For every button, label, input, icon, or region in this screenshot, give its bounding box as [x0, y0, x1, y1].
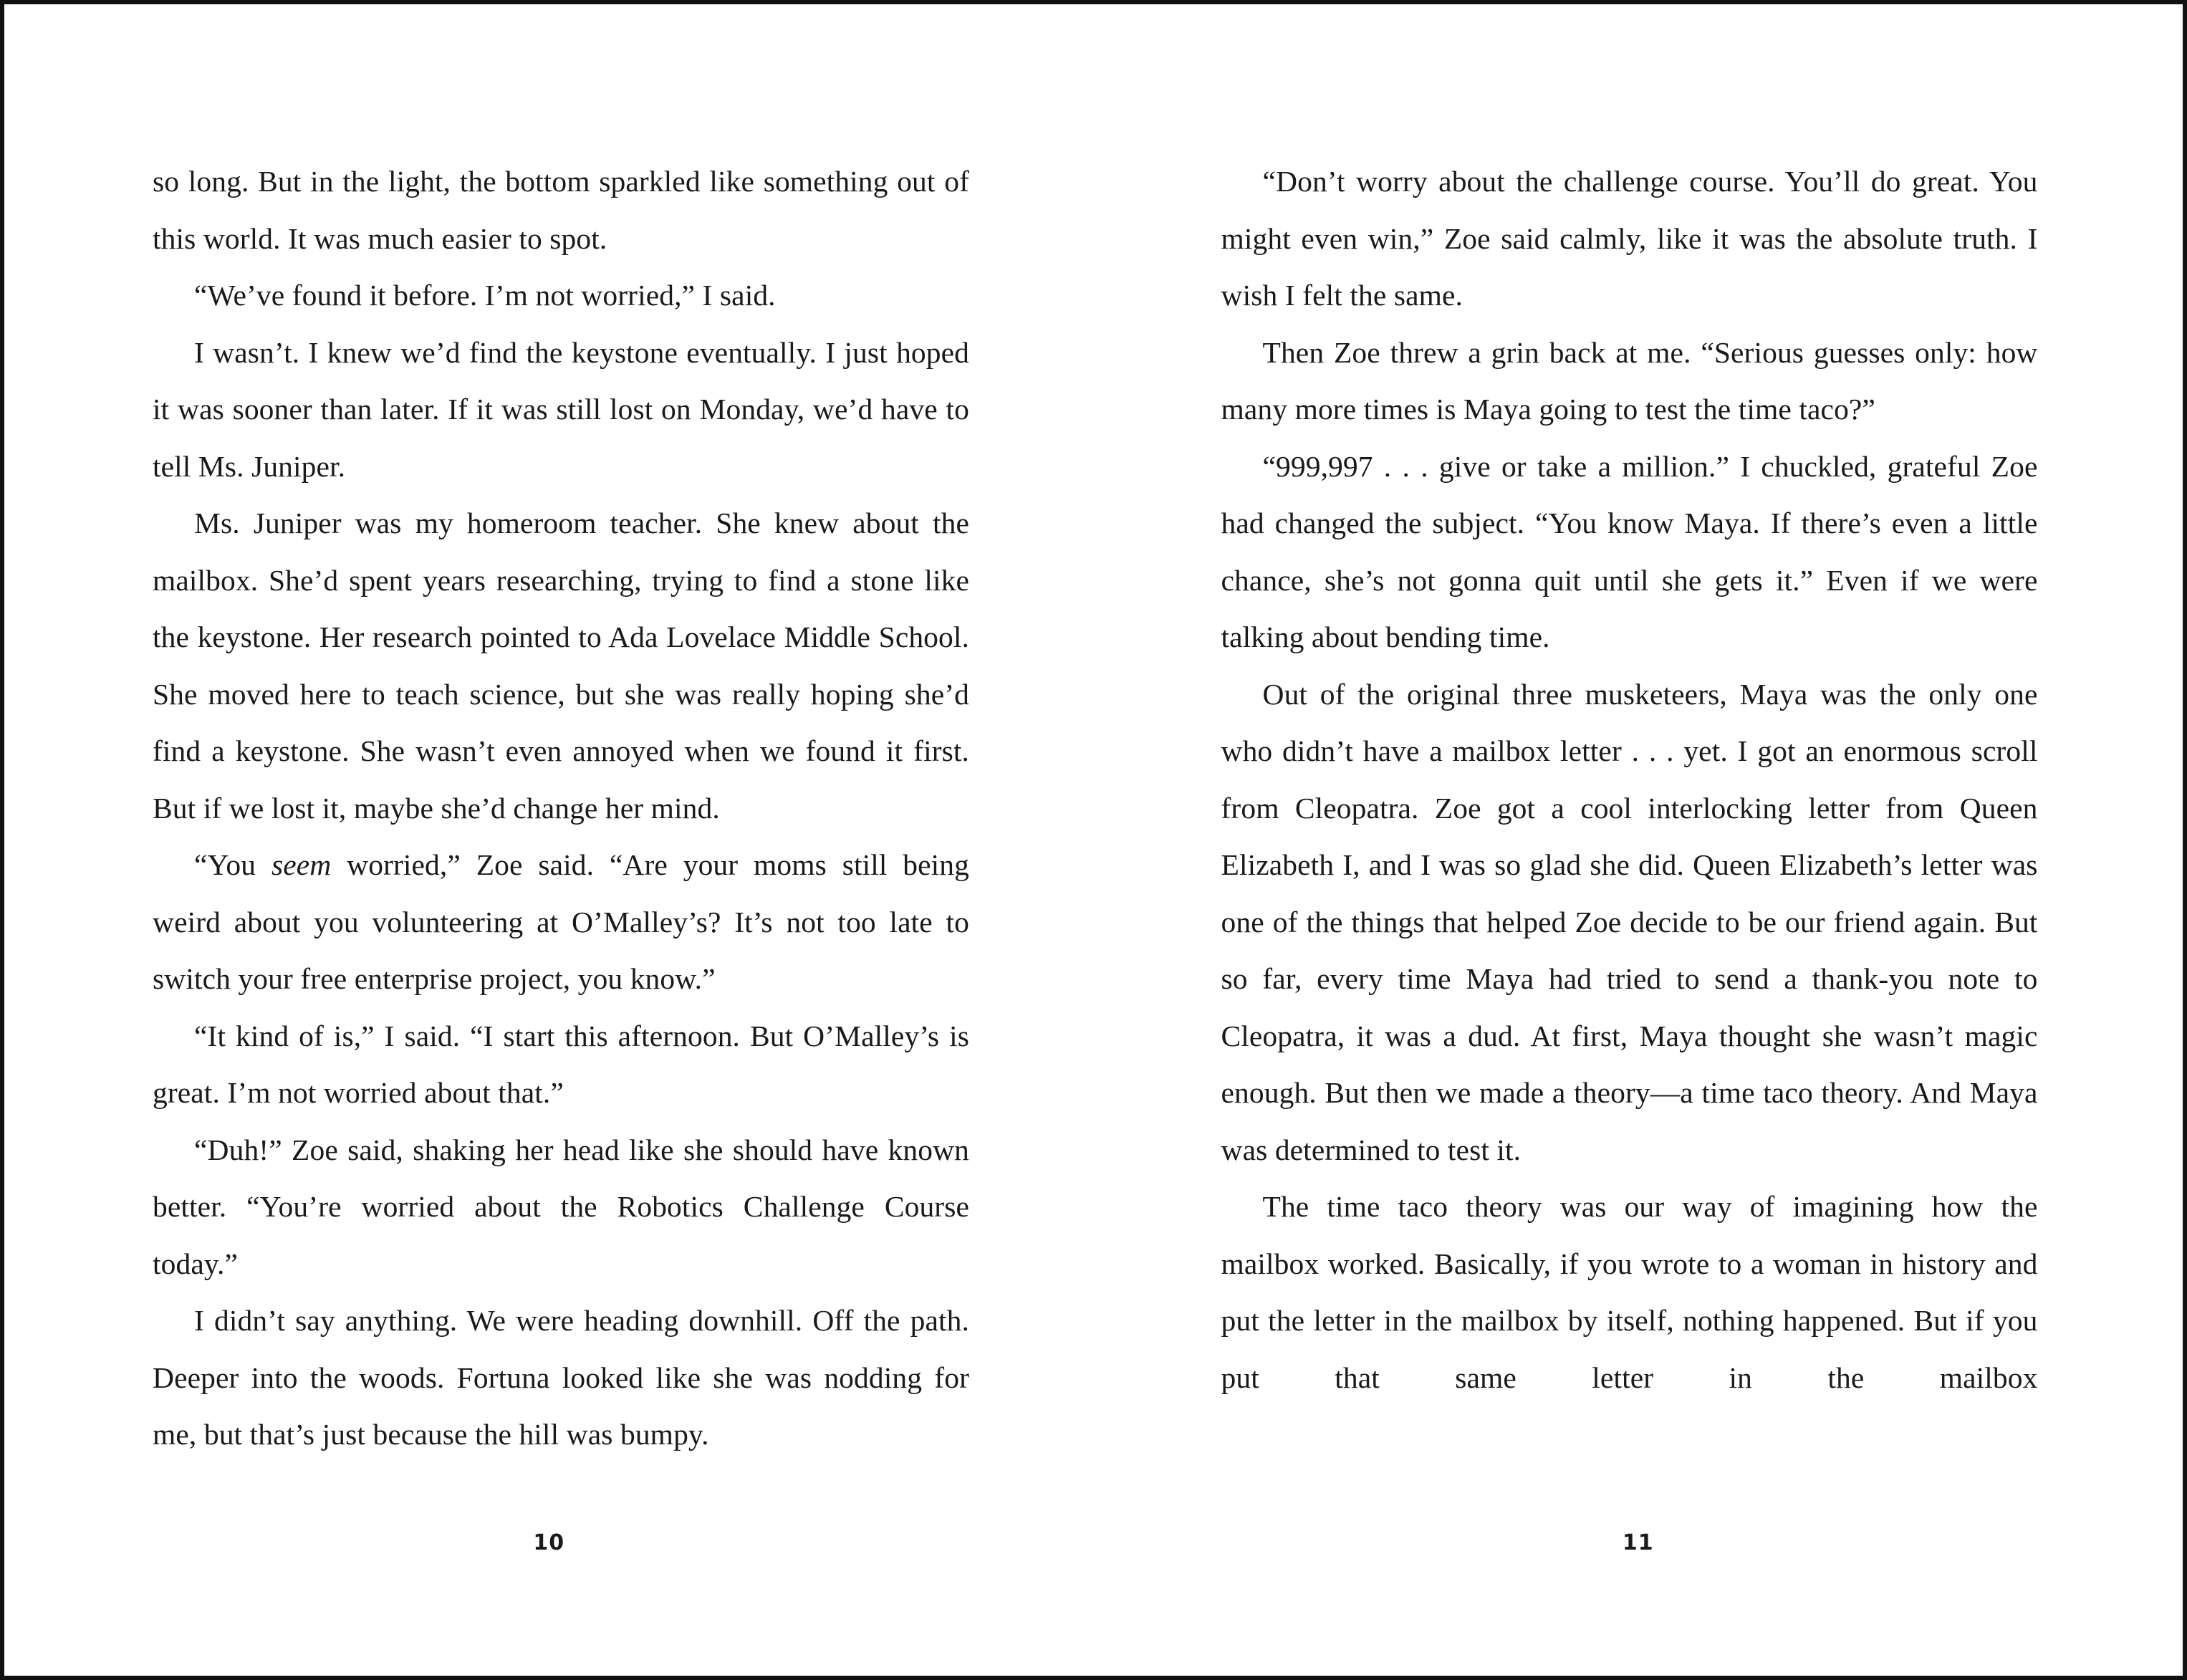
paragraph: so long. But in the light, the bottom sparkled like something out of this world. It was much easier to spot.	[153, 165, 969, 255]
paragraph: “We’ve found it before. I’m not worried,” I said.	[194, 279, 776, 312]
page-right	[1094, 4, 2183, 1676]
page-left	[4, 4, 1094, 1676]
paragraph: The time taco theory was our way of imagining how the mailbox worked. Basically, if you wrote to a woman in history and put the letter in the mailbox by itself, nothing happened. But if you put that same letter in the mailbox	[1221, 1190, 2038, 1394]
page-number-right: 11	[1622, 1530, 1654, 1555]
paragraph: I didn’t say anything. We were heading downhill. Off the path. Deeper into the woods. Fortuna looked like she was nodding for me, but that’s just because the hill was bumpy.	[153, 1304, 969, 1451]
paragraph-segment: worried,” Zoe said. “Are your moms still being weird about you volunteering at O’Malley’s? It’s not too late to switch your free enterprise project, you know.”	[153, 848, 969, 995]
page-number-left: 10	[533, 1530, 565, 1555]
paragraph: Out of the original three musketeers, Maya was the only one who didn’t have a mailbox letter . . . yet. I got an enormous scroll from Cleopatra. Zoe got a cool interlocking letter from Queen Elizabeth I, and I was so glad she did. Queen Elizabeth’s letter was one of the things that helped Zoe decide to be our friend again. But so far, every time Maya had tried to send a thank-you note to Cleopatra, it was a dud. At first, Maya thought she wasn’t magic enough. But then we made a theory—a time taco theory. And Maya was determined to test it.	[1221, 677, 2038, 1166]
page-right-textblock	[1221, 153, 2038, 1406]
paragraph: Ms. Juniper was my homeroom teacher. She knew about the mailbox. She’d spent years researching, trying to find a stone like the keystone. Her research pointed to Ada Lovelace Middle School. She moved here to teach science, but she was really hoping she’d find a keystone. She wasn’t even annoyed when we found it first. But if we lost it, maybe she’d change her mind.	[153, 507, 969, 825]
paragraph: “It kind of is,” I said. “I start this afternoon. But O’Malley’s is great. I’m not worried about that.”	[153, 1019, 969, 1109]
paragraph-with-emphasis	[153, 837, 969, 1008]
paragraph: I wasn’t. I knew we’d find the keystone eventually. I just hoped it was sooner than later. If it was still lost on Monday, we’d have to tell Ms. Juniper.	[153, 335, 969, 483]
emphasized-word: seem	[271, 848, 332, 881]
paragraph: “Don’t worry about the challenge course. You’ll do great. You might even win,” Zoe said calmly, like it was the absolute truth. I wish I felt the same.	[1221, 165, 2038, 312]
paragraph: Then Zoe threw a grin back at me. “Serious guesses only: how many more times is Maya going to test the time taco?”	[1221, 335, 2038, 426]
page-left-textblock	[153, 153, 969, 1464]
facing-pages	[4, 4, 2183, 1676]
paragraph: “Duh!” Zoe said, shaking her head like she should have known better. “You’re worried about the Robotics Challenge Course today.”	[153, 1133, 969, 1280]
paragraph-segment: “You	[194, 848, 271, 881]
paragraph: “999,997 . . . give or take a million.” I chuckled, grateful Zoe had changed the subject. “You know Maya. If there’s even a little chance, she’s not gonna quit until she gets it.” Even if we were talking about bending time.	[1221, 449, 2038, 653]
